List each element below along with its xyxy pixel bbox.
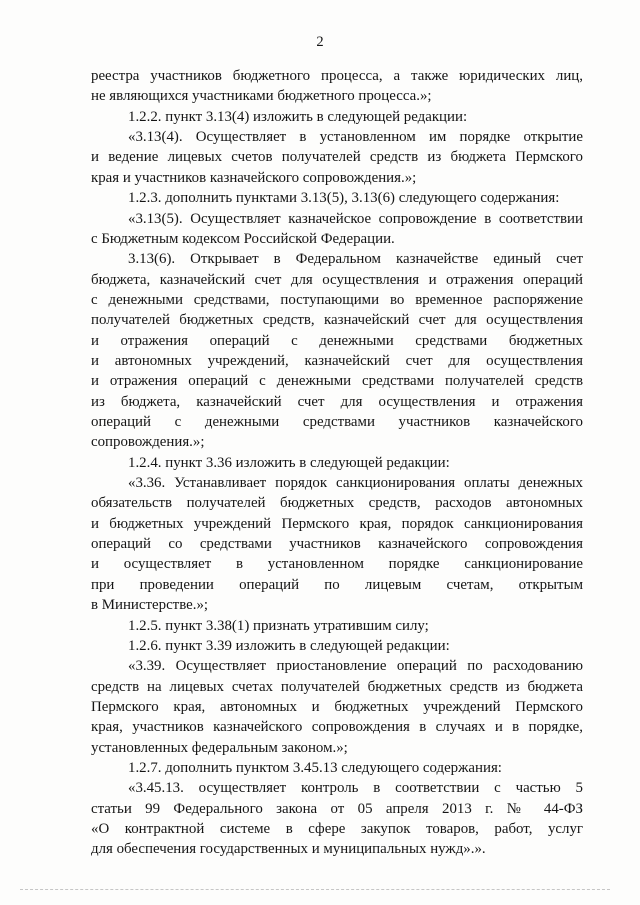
text-line: 1.2.6. пункт 3.39 изложить в следующей редакции: (128, 637, 450, 654)
text-line: края и участников казначейского сопровождения.»; (91, 169, 417, 186)
text-line: из бюджета, казначейский счет для осуществления и отражения (91, 393, 583, 410)
text-line: 1.2.4. пункт 3.36 изложить в следующей редакции: (128, 454, 450, 471)
text-line: обязательств получателей бюджетных средств, расходов автономных (91, 495, 583, 512)
text-line: 3.13(6). Открывает в Федеральном казначействе единый счет (128, 251, 583, 268)
text-line: 1.2.2. пункт 3.13(4) изложить в следующей редакции: (128, 108, 468, 125)
text-line: и отражения операций с денежными средствами получателей средств (91, 373, 583, 390)
text-line: в Министерстве.»; (91, 597, 209, 614)
text-line: и осуществляет в установленном порядке санкционирование (91, 556, 583, 573)
text-line: и отражения операций с денежными средствами бюджетных (91, 332, 583, 349)
text-line: и бюджетных учреждений Пермского края, порядок санкционирования (91, 515, 583, 532)
text-line: «О контрактной системе в сфере закупок товаров, работ, услуг (91, 821, 583, 837)
text-line: бюджета, казначейский счет для осуществления и отражения операций (91, 271, 583, 288)
text-line: «3.13(5). Осуществляет казначейское сопровождение в соответствии (128, 210, 583, 227)
text-line: при проведении операций по лицевым счетам, открытым (91, 576, 583, 593)
text-line: не являющихся участниками бюджетного процесса.»; (91, 88, 432, 105)
scan-artifact-line (20, 889, 610, 890)
text-line: края, участников казначейского сопровождения в случаях и в порядке, (91, 719, 583, 736)
text-line: «3.36. Устанавливает порядок санкционирования оплаты денежных (128, 475, 583, 491)
text-line: получателей бюджетных средств, казначейский счет для осуществления (91, 312, 583, 329)
text-line: средств на лицевых счетах получателей бюджетных средств из бюджета (91, 678, 583, 695)
text-line: операций с денежными средствами участников казначейского (91, 414, 583, 430)
text-line: статьи 99 Федерального закона от 05 апреля 2013 г. № 44-ФЗ (91, 800, 583, 817)
text-line: сопровождения.»; (91, 434, 205, 451)
text-line: установленных федеральным законом.»; (91, 739, 348, 756)
text-line: операций со средствами участников казначейского сопровождения (91, 536, 583, 552)
page-number: 2 (316, 34, 324, 50)
text-line: Пермского края, автономных и бюджетных учреждений Пермского (91, 698, 583, 715)
text-line: «3.39. Осуществляет приостановление операций по расходованию (128, 658, 583, 675)
text-line: 1.2.7. дополнить пунктом 3.45.13 следующего содержания: (128, 759, 502, 776)
text-line: и ведение лицевых счетов получателей средств из бюджета Пермского (91, 149, 583, 166)
text-line: и автономных учреждений, казначейский счет для осуществления (91, 352, 583, 369)
text-line: 1.2.5. пункт 3.38(1) признать утратившим силу; (128, 617, 429, 634)
text-line: «3.45.13. осуществляет контроль в соответствии с частью 5 (128, 780, 583, 797)
text-line: 1.2.3. дополнить пунктами 3.13(5), 3.13(6) следующего содержания: (128, 190, 560, 207)
text-line: для обеспечения государственных и муниципальных нужд».». (91, 841, 486, 858)
text-line: реестра участников бюджетного процесса, а также юридических лиц, (91, 68, 583, 84)
text-line: с Бюджетным кодексом Российской Федерации. (91, 230, 395, 247)
text-line: «3.13(4). Осуществляет в установленном им порядке открытие (128, 129, 583, 146)
text-line: с денежными средствами, поступающими во временное распоряжение (91, 291, 583, 308)
